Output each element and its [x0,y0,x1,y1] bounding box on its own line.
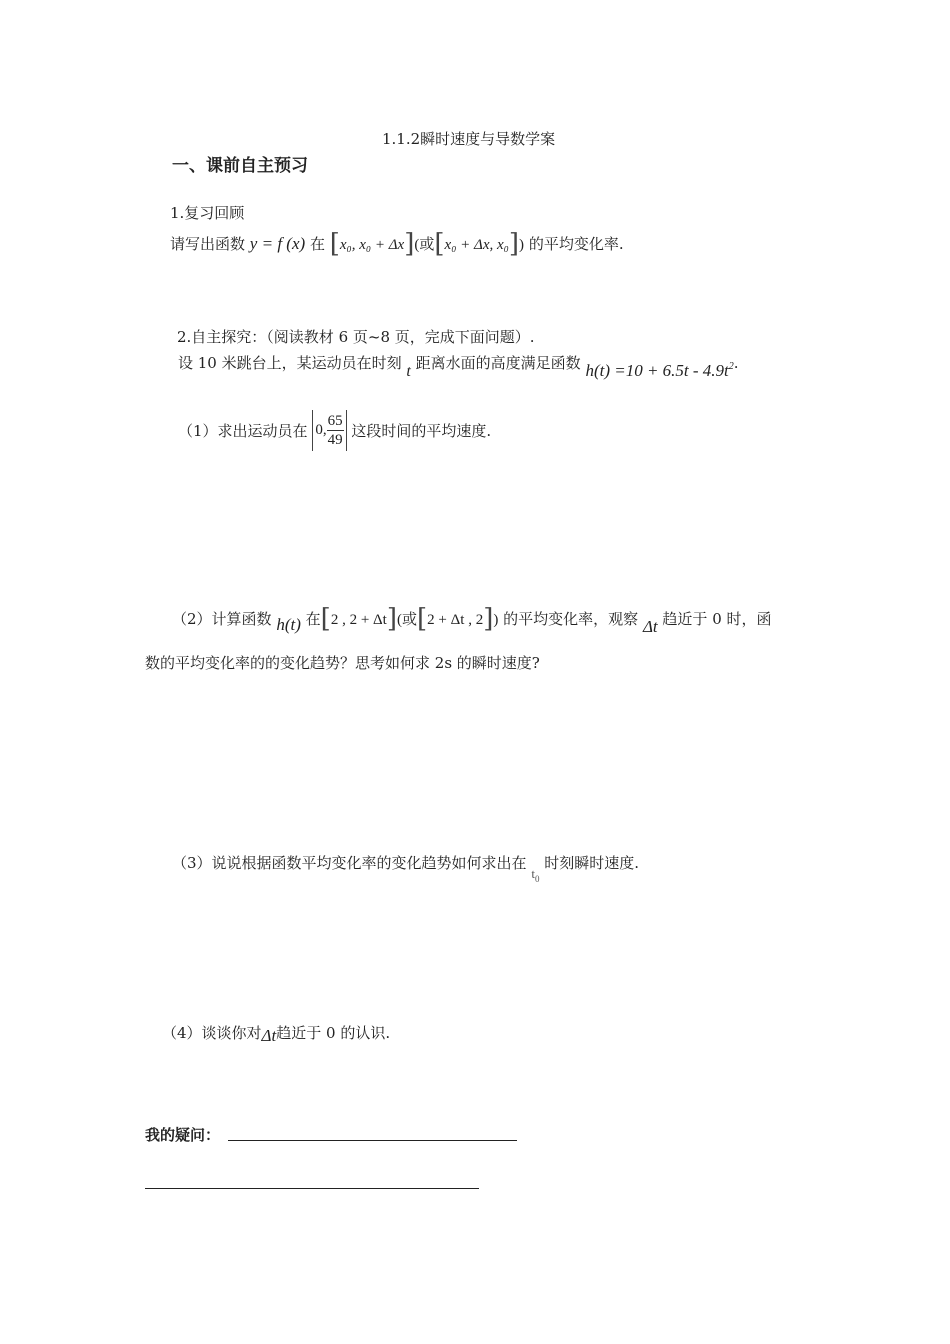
func-y-fx: y = f (x) [249,234,306,253]
q2-delta-t: Δt [642,617,658,636]
q1-fraction: $\frac{65}{49}$ [327,413,343,448]
q2-zai: 在 [305,610,321,628]
height-function: $h(t) =10 + 6.5t - 4.9t^2$ [585,361,734,380]
bracket-open-2: [ [434,229,445,259]
q2-bracket-close: ] [386,604,398,634]
q2-tail: 趋近于 0 时，函 [662,610,772,628]
bracket-open: [ [329,229,340,259]
setup-text-a: 设 10 米跳台上，某运动员在时刻 [178,354,402,372]
questions-line-2 [145,1188,479,1189]
q2-interval-a: 2 , 2 + Δt [330,612,387,628]
q2-func: h(t) [276,615,301,634]
questions-line-1 [228,1140,517,1141]
explore-label: 2.自主探究：（阅读教材 6 页~8 页，完成下面问题）. [177,328,535,346]
q1-interval [312,410,346,451]
q2-bracket-open-2: [ [417,604,428,634]
q3-prefix: （3）说说根据函数平均变化率的变化趋势如何求出在 [172,854,527,872]
or-open: (或 [414,237,435,253]
bracket-close-2: ] [508,229,520,259]
q2-or: (或 [397,612,418,628]
q4-line [162,1022,390,1043]
q2-bracket-open: [ [320,604,331,634]
q2-interval-b: 2 + Δt , 2 [427,612,484,628]
interval-a: x₀, x₀ + Δx [339,237,405,253]
section-heading: 一、课前自主预习 [172,156,308,176]
q1-zero: 0, [315,422,327,438]
q2-prefix: （2）计算函数 [172,610,272,628]
q1-prefix: （1）求出运动员在 [178,422,308,440]
q2-line2: 数的平均变化率的的变化趋势？思考如何求 2s 的瞬时速度? [145,654,540,672]
page-title: 1.1.2瞬时速度与导数学案 [382,130,556,148]
q2-paren-close: ) [493,612,499,628]
interval-b: x₀ + Δx, x₀ [444,237,509,253]
setup-t: t [406,363,411,380]
q1-line [178,410,491,451]
q4-prefix: （4）谈谈你对 [162,1024,262,1042]
questions-label: 我的疑问： [145,1126,221,1144]
q2-mid: 的平均变化率，观察 [503,610,639,628]
review-line [170,229,624,259]
review-intro: 请写出函数 [170,235,246,253]
q2-line1 [172,604,772,634]
setup-period: . [733,354,739,372]
setup-text-b: 距离水面的高度满足函数 [415,354,581,372]
review-label: 1.复习回顾 [170,204,245,222]
bracket-close: ] [404,229,415,259]
q3-line [172,852,640,884]
paren-close: ) [519,237,525,253]
q4-delta-t: Δt [261,1026,277,1045]
review-zai: 在 [309,235,325,253]
q2-bracket-close-2: ] [483,604,494,634]
q3-t0: $t_0$ [531,866,540,884]
explore-setup [178,352,739,380]
q4-suffix: 趋近于 0 的认识. [276,1024,391,1042]
q3-suffix: 时刻瞬时速度. [544,854,640,872]
q1-suffix: 这段时间的平均速度. [351,422,492,440]
review-suffix: 的平均变化率. [528,235,624,253]
